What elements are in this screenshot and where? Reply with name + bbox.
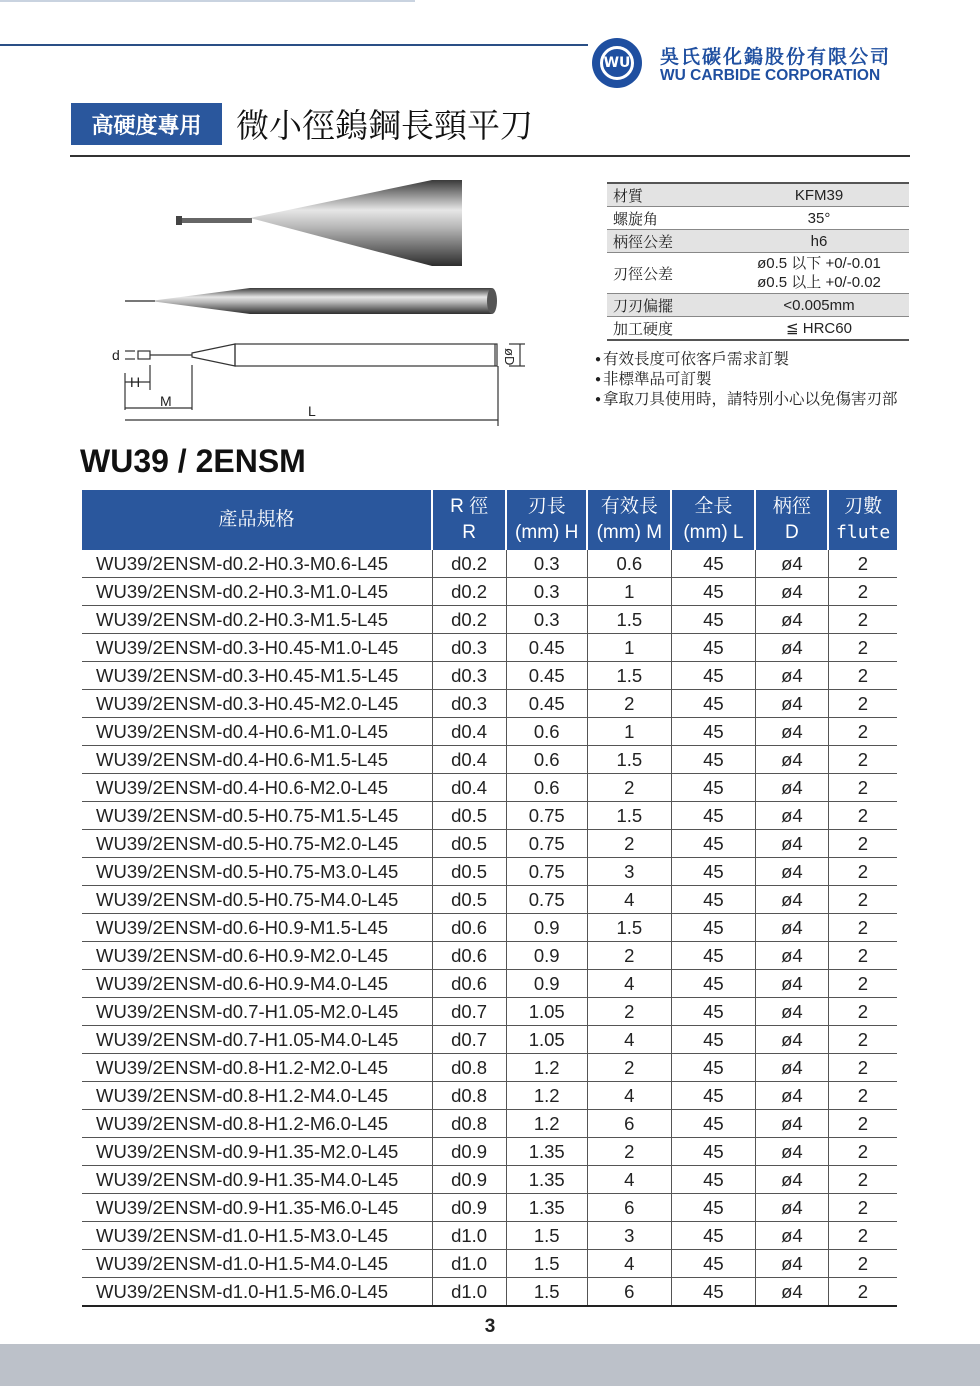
cell-l: 45	[671, 802, 755, 830]
header-spec	[82, 490, 432, 550]
cell-m: 3	[587, 858, 671, 886]
cell-r: d0.4	[432, 746, 506, 774]
full-tool-image	[125, 288, 497, 314]
cell-h: 0.9	[506, 914, 587, 942]
cell-m: 4	[587, 886, 671, 914]
cell-l: 45	[671, 1138, 755, 1166]
tip-closeup-image	[176, 180, 462, 266]
cell-spec: WU39/2ENSM-d0.8-H1.2-M2.0-L45	[82, 1054, 432, 1082]
cell-m: 2	[587, 1138, 671, 1166]
cell-flute: 2	[828, 998, 897, 1026]
table-row	[82, 998, 897, 1026]
cell-spec: WU39/2ENSM-d0.6-H0.9-M1.5-L45	[82, 914, 432, 942]
header-r	[432, 490, 506, 550]
cell-flute: 2	[828, 690, 897, 718]
cell-l: 45	[671, 550, 755, 578]
cell-spec: WU39/2ENSM-d0.5-H0.75-M2.0-L45	[82, 830, 432, 858]
table-row	[82, 942, 897, 970]
table-row	[82, 634, 897, 662]
note-item: ● 拿取刀具使用時，請特別小心以免傷害刃部	[595, 390, 898, 410]
table-row	[82, 970, 897, 998]
table-row	[82, 1250, 897, 1278]
note-item: ● 有效長度可依客戶需求訂製	[595, 350, 898, 370]
cell-d: ø4	[755, 1194, 828, 1222]
cell-flute: 2	[828, 550, 897, 578]
spec-table	[607, 182, 909, 341]
cell-m: 2	[587, 1054, 671, 1082]
cell-m: 2	[587, 830, 671, 858]
cell-m: 3	[587, 1222, 671, 1250]
cell-r: d0.6	[432, 914, 506, 942]
cell-h: 0.75	[506, 830, 587, 858]
cell-l: 45	[671, 914, 755, 942]
cell-m: 2	[587, 690, 671, 718]
cell-flute: 2	[828, 970, 897, 998]
cell-l: 45	[671, 1194, 755, 1222]
spec-label: 刀刃偏擺	[607, 294, 729, 317]
cell-m: 4	[587, 1166, 671, 1194]
cell-r: d0.4	[432, 718, 506, 746]
spec-label: 螺旋角	[607, 207, 729, 230]
cell-d: ø4	[755, 970, 828, 998]
page-number: 3	[484, 1316, 496, 1337]
cell-d: ø4	[755, 1278, 828, 1307]
cell-flute: 2	[828, 914, 897, 942]
cell-flute: 2	[828, 942, 897, 970]
cell-m: 4	[587, 1250, 671, 1278]
spec-row	[607, 207, 909, 230]
spec-row	[607, 183, 909, 207]
footer-band	[0, 1344, 980, 1386]
cell-h: 1.5	[506, 1278, 587, 1307]
cell-flute: 2	[828, 606, 897, 634]
table-row	[82, 1138, 897, 1166]
cell-flute: 2	[828, 634, 897, 662]
cell-m: 6	[587, 1194, 671, 1222]
dim-label-shank-d: øD	[502, 348, 517, 366]
cell-spec: WU39/2ENSM-d0.3-H0.45-M1.5-L45	[82, 662, 432, 690]
cell-r: d0.8	[432, 1054, 506, 1082]
dim-label-l: L	[308, 403, 316, 419]
cell-l: 45	[671, 662, 755, 690]
cell-h: 1.2	[506, 1082, 587, 1110]
cell-h: 0.6	[506, 746, 587, 774]
cell-l: 45	[671, 606, 755, 634]
table-row	[82, 662, 897, 690]
dim-label-d: d	[112, 347, 120, 363]
company-name-cn: 吳氏碳化鎢股份有限公司	[660, 46, 892, 68]
cell-d: ø4	[755, 1138, 828, 1166]
spec-value: <0.005mm	[729, 294, 909, 317]
company-name-en: WU CARBIDE CORPORATION	[660, 67, 881, 84]
spec-label: 加工硬度	[607, 317, 729, 341]
cell-flute: 2	[828, 1054, 897, 1082]
cell-spec: WU39/2ENSM-d0.8-H1.2-M6.0-L45	[82, 1110, 432, 1138]
end-mill-illustration	[100, 170, 540, 430]
cell-spec: WU39/2ENSM-d0.5-H0.75-M4.0-L45	[82, 886, 432, 914]
cell-spec: WU39/2ENSM-d0.9-H1.35-M6.0-L45	[82, 1194, 432, 1222]
cell-l: 45	[671, 998, 755, 1026]
table-row	[82, 718, 897, 746]
spec-value	[729, 253, 909, 294]
cell-spec: WU39/2ENSM-d0.6-H0.9-M4.0-L45	[82, 970, 432, 998]
cell-spec: WU39/2ENSM-d0.5-H0.75-M3.0-L45	[82, 858, 432, 886]
header-sub: (mm) H	[515, 522, 579, 543]
cell-d: ø4	[755, 858, 828, 886]
logo-text: WU	[600, 46, 634, 80]
cell-r: d0.5	[432, 830, 506, 858]
cell-flute: 2	[828, 802, 897, 830]
cell-m: 1	[587, 634, 671, 662]
cell-l: 45	[671, 1166, 755, 1194]
cell-r: d0.8	[432, 1082, 506, 1110]
cell-m: 4	[587, 970, 671, 998]
cell-d: ø4	[755, 550, 828, 578]
cell-l: 45	[671, 774, 755, 802]
cell-r: d0.5	[432, 802, 506, 830]
spec-value: ≦ HRC60	[729, 317, 909, 341]
cell-r: d1.0	[432, 1222, 506, 1250]
spec-value-line: ø0.5 以下 +0/-0.01	[757, 255, 881, 272]
cell-h: 0.9	[506, 942, 587, 970]
header-text: 全長	[694, 496, 733, 517]
cell-l: 45	[671, 1054, 755, 1082]
cell-r: d0.6	[432, 970, 506, 998]
cell-r: d0.2	[432, 550, 506, 578]
cell-spec: WU39/2ENSM-d0.9-H1.35-M4.0-L45	[82, 1166, 432, 1194]
header-sub: (mm) M	[596, 522, 663, 543]
spec-label: 刃徑公差	[607, 253, 729, 294]
cell-r: d0.9	[432, 1138, 506, 1166]
page-title: 微小徑鎢鋼長頸平刀	[236, 106, 533, 145]
cell-flute: 2	[828, 1194, 897, 1222]
cell-l: 45	[671, 1278, 755, 1307]
table-row	[82, 578, 897, 606]
header-h	[506, 490, 587, 550]
cell-r: d0.5	[432, 858, 506, 886]
table-row	[82, 774, 897, 802]
cell-d: ø4	[755, 998, 828, 1026]
cell-spec: WU39/2ENSM-d1.0-H1.5-M4.0-L45	[82, 1250, 432, 1278]
cell-spec: WU39/2ENSM-d0.7-H1.05-M2.0-L45	[82, 998, 432, 1026]
spec-value: h6	[729, 230, 909, 253]
spec-label: 材質	[607, 183, 729, 207]
cell-l: 45	[671, 858, 755, 886]
spec-label: 柄徑公差	[607, 230, 729, 253]
cell-flute: 2	[828, 1082, 897, 1110]
cell-m: 2	[587, 774, 671, 802]
cell-l: 45	[671, 746, 755, 774]
header-text: 柄徑	[772, 496, 811, 517]
table-row	[82, 914, 897, 942]
cell-r: d0.5	[432, 886, 506, 914]
cell-flute: 2	[828, 718, 897, 746]
cell-l: 45	[671, 1250, 755, 1278]
cell-r: d1.0	[432, 1278, 506, 1307]
cell-h: 0.9	[506, 970, 587, 998]
cell-spec: WU39/2ENSM-d0.5-H0.75-M1.5-L45	[82, 802, 432, 830]
table-row	[82, 886, 897, 914]
cell-l: 45	[671, 1026, 755, 1054]
cell-h: 0.3	[506, 606, 587, 634]
spec-row	[607, 230, 909, 253]
cell-r: d0.9	[432, 1194, 506, 1222]
table-row	[82, 802, 897, 830]
cell-spec: WU39/2ENSM-d0.9-H1.35-M2.0-L45	[82, 1138, 432, 1166]
cell-d: ø4	[755, 690, 828, 718]
cell-l: 45	[671, 634, 755, 662]
cell-r: d0.3	[432, 662, 506, 690]
cell-d: ø4	[755, 662, 828, 690]
cell-m: 1.5	[587, 606, 671, 634]
spec-row	[607, 253, 909, 294]
cell-spec: WU39/2ENSM-d0.8-H1.2-M4.0-L45	[82, 1082, 432, 1110]
table-row	[82, 1082, 897, 1110]
table-row	[82, 1278, 897, 1307]
cell-h: 0.45	[506, 690, 587, 718]
cell-d: ø4	[755, 1166, 828, 1194]
cell-h: 1.2	[506, 1054, 587, 1082]
header-flute	[828, 490, 897, 550]
table-row	[82, 1110, 897, 1138]
cell-spec: WU39/2ENSM-d0.2-H0.3-M0.6-L45	[82, 550, 432, 578]
dimension-drawing	[125, 344, 525, 426]
company-logo	[592, 38, 642, 88]
table-row	[82, 690, 897, 718]
note-item: ● 非標準品可訂製	[595, 370, 898, 390]
table-row	[82, 858, 897, 886]
cell-r: d0.9	[432, 1166, 506, 1194]
cell-h: 0.75	[506, 858, 587, 886]
cell-d: ø4	[755, 1054, 828, 1082]
table-row	[82, 1054, 897, 1082]
cell-l: 45	[671, 1110, 755, 1138]
header-sub: flute	[836, 522, 891, 543]
cell-spec: WU39/2ENSM-d1.0-H1.5-M6.0-L45	[82, 1278, 432, 1307]
notes-list	[595, 350, 898, 410]
cell-h: 1.05	[506, 998, 587, 1026]
cell-h: 0.75	[506, 802, 587, 830]
table-row	[82, 746, 897, 774]
header-text: R 徑	[450, 496, 489, 517]
cell-r: d0.2	[432, 606, 506, 634]
cell-flute: 2	[828, 1138, 897, 1166]
cell-flute: 2	[828, 1026, 897, 1054]
cell-h: 1.35	[506, 1138, 587, 1166]
cell-flute: 2	[828, 858, 897, 886]
table-row	[82, 1222, 897, 1250]
cell-m: 4	[587, 1026, 671, 1054]
cell-h: 1.5	[506, 1250, 587, 1278]
cell-m: 2	[587, 998, 671, 1026]
cell-r: d0.2	[432, 578, 506, 606]
table-row	[82, 1194, 897, 1222]
cell-m: 1	[587, 718, 671, 746]
cell-d: ø4	[755, 746, 828, 774]
cell-l: 45	[671, 942, 755, 970]
cell-h: 0.45	[506, 634, 587, 662]
cell-flute: 2	[828, 746, 897, 774]
header-d	[755, 490, 828, 550]
cell-r: d0.7	[432, 1026, 506, 1054]
cell-d: ø4	[755, 1082, 828, 1110]
header-sub: (mm) L	[683, 522, 744, 543]
cell-r: d0.4	[432, 774, 506, 802]
table-row	[82, 1026, 897, 1054]
header-text: 產品規格	[218, 509, 295, 530]
cell-m: 1.5	[587, 746, 671, 774]
cell-flute: 2	[828, 830, 897, 858]
cell-flute: 2	[828, 662, 897, 690]
cell-h: 1.35	[506, 1166, 587, 1194]
cell-h: 0.6	[506, 718, 587, 746]
cell-spec: WU39/2ENSM-d0.3-H0.45-M2.0-L45	[82, 690, 432, 718]
cell-flute: 2	[828, 1166, 897, 1194]
header-sub: R	[462, 522, 476, 543]
cell-d: ø4	[755, 1110, 828, 1138]
cell-m: 1	[587, 578, 671, 606]
cell-d: ø4	[755, 1222, 828, 1250]
cell-m: 6	[587, 1278, 671, 1307]
cell-d: ø4	[755, 578, 828, 606]
cell-d: ø4	[755, 774, 828, 802]
cell-h: 0.3	[506, 578, 587, 606]
cell-d: ø4	[755, 718, 828, 746]
cell-h: 1.05	[506, 1026, 587, 1054]
cell-l: 45	[671, 1082, 755, 1110]
cell-l: 45	[671, 830, 755, 858]
cell-flute: 2	[828, 1110, 897, 1138]
cell-h: 1.2	[506, 1110, 587, 1138]
cell-r: d0.8	[432, 1110, 506, 1138]
header-rule	[0, 44, 588, 46]
spec-value-line: ø0.5 以上 +0/-0.02	[757, 274, 881, 291]
cell-r: d0.6	[432, 942, 506, 970]
header-text: 刃數	[844, 496, 883, 517]
spec-value: 35°	[729, 207, 909, 230]
cell-spec: WU39/2ENSM-d1.0-H1.5-M3.0-L45	[82, 1222, 432, 1250]
cell-l: 45	[671, 718, 755, 746]
model-heading: WU39 / 2ENSM	[80, 443, 306, 479]
cell-l: 45	[671, 578, 755, 606]
cell-d: ø4	[755, 1250, 828, 1278]
cell-spec: WU39/2ENSM-d0.4-H0.6-M1.0-L45	[82, 718, 432, 746]
cell-flute: 2	[828, 886, 897, 914]
cell-flute: 2	[828, 774, 897, 802]
cell-spec: WU39/2ENSM-d0.2-H0.3-M1.0-L45	[82, 578, 432, 606]
cell-h: 0.45	[506, 662, 587, 690]
cell-h: 1.5	[506, 1222, 587, 1250]
cell-spec: WU39/2ENSM-d0.7-H1.05-M4.0-L45	[82, 1026, 432, 1054]
cell-d: ø4	[755, 886, 828, 914]
dim-label-m: M	[160, 393, 172, 409]
cell-d: ø4	[755, 606, 828, 634]
header-m	[587, 490, 671, 550]
cell-l: 45	[671, 690, 755, 718]
cell-r: d1.0	[432, 1250, 506, 1278]
cell-d: ø4	[755, 830, 828, 858]
cell-l: 45	[671, 1222, 755, 1250]
cell-m: 6	[587, 1110, 671, 1138]
cell-flute: 2	[828, 1278, 897, 1307]
cell-d: ø4	[755, 942, 828, 970]
cell-h: 0.6	[506, 774, 587, 802]
table-row	[82, 1166, 897, 1194]
spec-row	[607, 317, 909, 341]
cell-l: 45	[671, 970, 755, 998]
cell-spec: WU39/2ENSM-d0.4-H0.6-M2.0-L45	[82, 774, 432, 802]
cell-l: 45	[671, 886, 755, 914]
header-text: 有效長	[600, 496, 658, 517]
cell-spec: WU39/2ENSM-d0.3-H0.45-M1.0-L45	[82, 634, 432, 662]
spec-value: KFM39	[729, 183, 909, 207]
cell-d: ø4	[755, 1026, 828, 1054]
header-l	[671, 490, 755, 550]
cell-m: 2	[587, 942, 671, 970]
cell-m: 1.5	[587, 914, 671, 942]
cell-r: d0.7	[432, 998, 506, 1026]
cell-h: 1.35	[506, 1194, 587, 1222]
cell-flute: 2	[828, 1222, 897, 1250]
header-text: 刃長	[527, 496, 566, 517]
table-row	[82, 550, 897, 578]
cell-h: 0.75	[506, 886, 587, 914]
cell-h: 0.3	[506, 550, 587, 578]
cell-m: 4	[587, 1082, 671, 1110]
cell-spec: WU39/2ENSM-d0.2-H0.3-M1.5-L45	[82, 606, 432, 634]
cell-spec: WU39/2ENSM-d0.6-H0.9-M2.0-L45	[82, 942, 432, 970]
cell-m: 0.6	[587, 550, 671, 578]
table-row	[82, 830, 897, 858]
cell-flute: 2	[828, 1250, 897, 1278]
cell-spec: WU39/2ENSM-d0.4-H0.6-M1.5-L45	[82, 746, 432, 774]
cell-flute: 2	[828, 578, 897, 606]
table-row	[82, 606, 897, 634]
cell-d: ø4	[755, 914, 828, 942]
table-header-row	[82, 490, 897, 550]
cell-d: ø4	[755, 802, 828, 830]
cell-m: 1.5	[587, 662, 671, 690]
top-thin-rule	[0, 0, 415, 2]
category-badge: 高硬度專用	[71, 103, 222, 145]
title-divider	[70, 155, 910, 157]
header-sub: D	[785, 522, 799, 543]
cell-m: 1.5	[587, 802, 671, 830]
cell-d: ø4	[755, 634, 828, 662]
spec-row	[607, 294, 909, 317]
cell-r: d0.3	[432, 634, 506, 662]
product-table	[82, 490, 897, 1307]
table-body	[82, 550, 897, 1306]
dim-label-h: H	[130, 374, 141, 390]
cell-r: d0.3	[432, 690, 506, 718]
